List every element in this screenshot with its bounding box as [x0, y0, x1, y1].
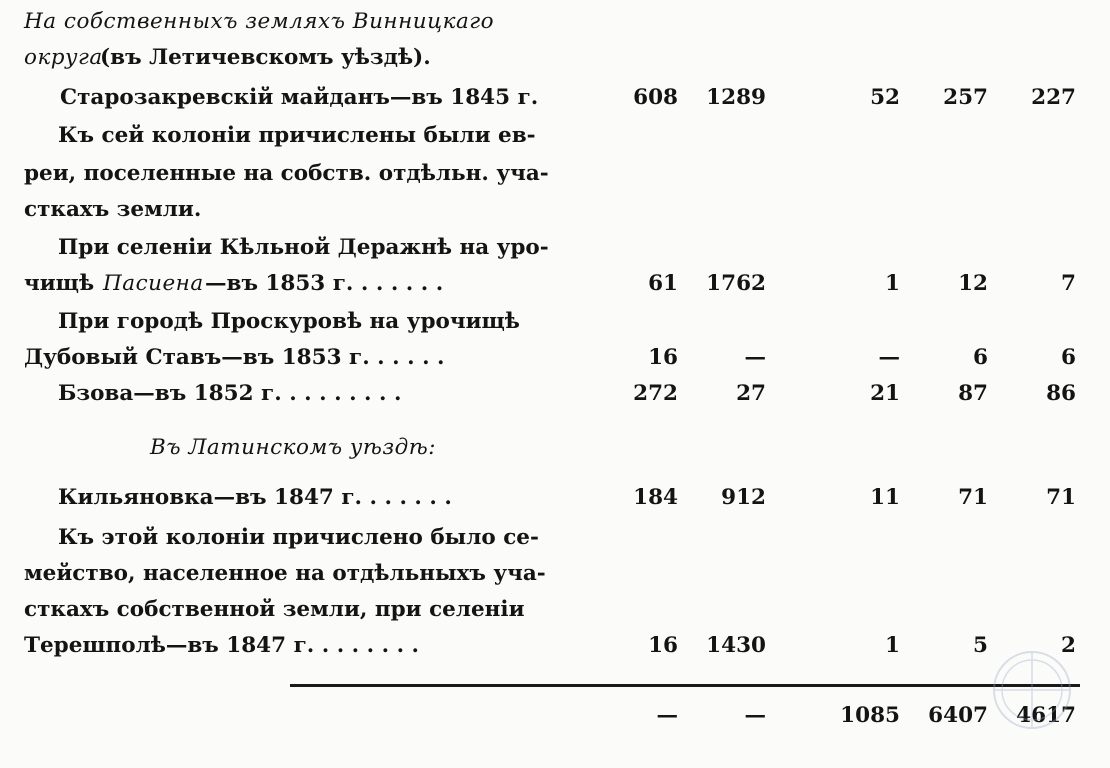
value-cell: 1 — [885, 271, 900, 296]
value-cell: 71 — [958, 485, 988, 510]
value-cell: 1762 — [706, 271, 766, 296]
value-cell: 5 — [973, 633, 988, 658]
value-cell: 7 — [1061, 271, 1076, 296]
section-heading-text: Въ Латинскомъ уѣздѣ: — [150, 435, 436, 460]
value-cell: 1430 — [706, 633, 766, 658]
total-cell: 1085 — [840, 703, 900, 728]
row-label: Бзова—въ 1852 г. . . . . . . . . — [58, 381, 402, 406]
row-label-italic: Пасиена — [103, 271, 204, 296]
value-cell: 21 — [870, 381, 900, 406]
row-label: Старозакревскій майданъ—въ 1845 г. — [60, 85, 539, 110]
total-cell: 6407 — [928, 703, 988, 728]
section-heading-italic: округа — [24, 45, 103, 70]
value-cell: 87 — [958, 381, 988, 406]
value-cell: 6 — [973, 345, 988, 370]
value-cell: 184 — [633, 485, 678, 510]
value-cell: — — [744, 345, 766, 370]
value-cell: 12 — [958, 271, 988, 296]
total-cell: — — [656, 703, 678, 728]
value-cell: 16 — [648, 633, 678, 658]
value-cell: 1 — [885, 633, 900, 658]
value-cell: 6 — [1061, 345, 1076, 370]
value-cell: — — [878, 345, 900, 370]
value-cell: 86 — [1046, 381, 1076, 406]
row-label: При городѣ Проскуровѣ на урочищѣ — [58, 309, 520, 334]
row-label: Терешполѣ—въ 1847 г. . . . . . . . — [24, 633, 420, 658]
row-label: чищѣ — [24, 271, 95, 296]
row-label: При селеніи Кѣльной Деражнѣ на уро- — [58, 235, 549, 260]
note-text: Къ сей колоніи причислены были ев- — [58, 123, 536, 148]
value-cell: 71 — [1046, 485, 1076, 510]
library-stamp-icon — [990, 648, 1074, 732]
value-cell: 2 — [1061, 633, 1076, 658]
section-heading-district: (въ Летичевскомъ уѣздѣ). — [100, 45, 431, 70]
total-cell: 4617 — [1016, 703, 1076, 728]
note-text: сткахъ земли. — [24, 197, 202, 222]
row-label: Дубовый Ставъ—въ 1853 г. . . . . . — [24, 345, 445, 370]
note-text: сткахъ собственной земли, при селеніи — [24, 597, 525, 622]
value-cell: 27 — [736, 381, 766, 406]
note-text: мейство, населенное на отдѣльныхъ уча- — [24, 561, 546, 586]
value-cell: 16 — [648, 345, 678, 370]
value-cell: 1289 — [706, 85, 766, 110]
value-cell: 52 — [870, 85, 900, 110]
totals-rule — [290, 684, 1080, 687]
section-heading-text: На собственныхъ земляхъ Винницкаго — [24, 9, 495, 34]
value-cell: 912 — [721, 485, 766, 510]
value-cell: 608 — [633, 85, 678, 110]
note-text: реи, поселенные на собств. отдѣльн. уча- — [24, 161, 549, 186]
note-text: Къ этой колоніи причислено было се- — [58, 525, 539, 550]
value-cell: 272 — [633, 381, 678, 406]
value-cell: 257 — [943, 85, 988, 110]
value-cell: 227 — [1031, 85, 1076, 110]
row-label: —въ 1853 г. . . . . . . — [205, 271, 444, 296]
total-cell: — — [744, 703, 766, 728]
value-cell: 61 — [648, 271, 678, 296]
row-label: Кильяновка—въ 1847 г. . . . . . . — [58, 485, 452, 510]
value-cell: 11 — [870, 485, 900, 510]
